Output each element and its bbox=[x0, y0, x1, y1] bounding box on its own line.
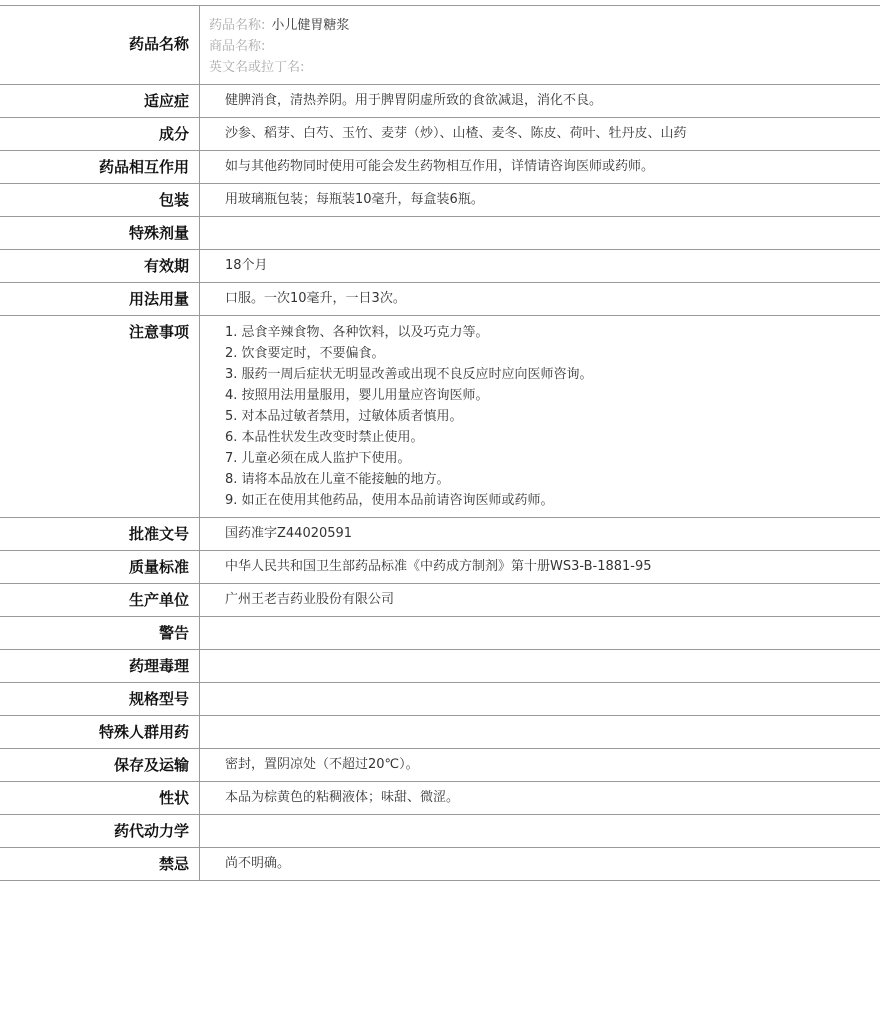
row-interactions bbox=[0, 151, 880, 184]
value-special-dosage bbox=[200, 217, 880, 250]
label-pharmacokinetics: 药代动力学 bbox=[0, 815, 200, 848]
value-drug-name bbox=[200, 6, 880, 85]
trade-name-line bbox=[209, 36, 872, 57]
label-description: 性状 bbox=[0, 782, 200, 815]
row-shelf-life bbox=[0, 250, 880, 283]
row-usage bbox=[0, 283, 880, 316]
precaution-item bbox=[225, 385, 872, 406]
generic-name-label: 药品名称: bbox=[209, 18, 266, 33]
label-warning: 警告 bbox=[0, 617, 200, 650]
value-quality-standard: 中华人民共和国卫生部药品标准《中药成方制剂》第十册WS3-B-1881-95 bbox=[200, 551, 880, 584]
row-specification bbox=[0, 683, 880, 716]
precaution-text: 饮食要定时，不要偏食。 bbox=[241, 346, 385, 361]
label-manufacturer: 生产单位 bbox=[0, 584, 200, 617]
row-contraindications bbox=[0, 848, 880, 881]
precaution-item bbox=[225, 427, 872, 448]
label-precautions: 注意事项 bbox=[0, 316, 200, 518]
trade-name-label: 商品名称: bbox=[209, 39, 266, 54]
value-description: 本品为棕黄色的粘稠液体；味甜、微涩。 bbox=[200, 782, 880, 815]
row-ingredients bbox=[0, 118, 880, 151]
value-ingredients: 沙参、稻芽、白芍、玉竹、麦芽（炒）、山楂、麦冬、陈皮、荷叶、牡丹皮、山药 bbox=[200, 118, 880, 151]
precaution-text: 按照用法用量服用，婴儿用量应咨询医师。 bbox=[241, 388, 489, 403]
value-packaging: 用玻璃瓶包装；每瓶装10毫升，每盒装6瓶。 bbox=[200, 184, 880, 217]
label-contraindications: 禁忌 bbox=[0, 848, 200, 881]
label-indications: 适应症 bbox=[0, 85, 200, 118]
row-pharmacokinetics bbox=[0, 815, 880, 848]
precaution-item bbox=[225, 364, 872, 385]
precaution-text: 服药一周后症状无明显改善或出现不良反应时应向医师咨询。 bbox=[241, 367, 593, 382]
precaution-item bbox=[225, 469, 872, 490]
row-manufacturer bbox=[0, 584, 880, 617]
value-specification bbox=[200, 683, 880, 716]
label-shelf-life: 有效期 bbox=[0, 250, 200, 283]
row-toxicology bbox=[0, 650, 880, 683]
value-interactions: 如与其他药物同时使用可能会发生药物相互作用，详情请咨询医师或药师。 bbox=[200, 151, 880, 184]
label-specification: 规格型号 bbox=[0, 683, 200, 716]
precaution-item bbox=[225, 490, 872, 511]
label-approval-number: 批准文号 bbox=[0, 518, 200, 551]
value-manufacturer: 广州王老吉药业股份有限公司 bbox=[200, 584, 880, 617]
label-special-dosage: 特殊剂量 bbox=[0, 217, 200, 250]
precaution-item bbox=[225, 343, 872, 364]
value-indications: 健脾消食，清热养阴。用于脾胃阴虚所致的食欲减退，消化不良。 bbox=[200, 85, 880, 118]
english-name-line bbox=[209, 57, 872, 78]
row-storage bbox=[0, 749, 880, 782]
precaution-number: 2. bbox=[225, 346, 238, 361]
precaution-text: 儿童必须在成人监护下使用。 bbox=[241, 451, 411, 466]
row-special-population bbox=[0, 716, 880, 749]
row-approval-number bbox=[0, 518, 880, 551]
precaution-text: 本品性状发生改变时禁止使用。 bbox=[241, 430, 424, 445]
row-drug-name bbox=[0, 6, 880, 85]
english-name-label: 英文名或拉丁名: bbox=[209, 60, 305, 75]
row-special-dosage bbox=[0, 217, 880, 250]
label-quality-standard: 质量标准 bbox=[0, 551, 200, 584]
generic-name-line bbox=[209, 15, 872, 36]
precaution-item bbox=[225, 322, 872, 343]
label-packaging: 包装 bbox=[0, 184, 200, 217]
precaution-text: 请将本品放在儿童不能接触的地方。 bbox=[241, 472, 450, 487]
label-ingredients: 成分 bbox=[0, 118, 200, 151]
precaution-number: 9. bbox=[225, 493, 238, 508]
precaution-item bbox=[225, 406, 872, 427]
value-warning bbox=[200, 617, 880, 650]
row-precautions bbox=[0, 316, 880, 518]
row-description bbox=[0, 782, 880, 815]
value-special-population bbox=[200, 716, 880, 749]
row-packaging bbox=[0, 184, 880, 217]
label-interactions: 药品相互作用 bbox=[0, 151, 200, 184]
precaution-text: 如正在使用其他药品，使用本品前请咨询医师或药师。 bbox=[241, 493, 554, 508]
precaution-item bbox=[225, 448, 872, 469]
label-special-population: 特殊人群用药 bbox=[0, 716, 200, 749]
label-usage: 用法用量 bbox=[0, 283, 200, 316]
label-storage: 保存及运输 bbox=[0, 749, 200, 782]
precaution-text: 忌食辛辣食物、各种饮料，以及巧克力等。 bbox=[241, 325, 489, 340]
precautions-list bbox=[225, 322, 872, 511]
value-pharmacokinetics bbox=[200, 815, 880, 848]
label-drug-name: 药品名称 bbox=[0, 6, 200, 85]
precaution-number: 3. bbox=[225, 367, 238, 382]
precaution-number: 7. bbox=[225, 451, 238, 466]
precaution-number: 8. bbox=[225, 472, 238, 487]
value-precautions bbox=[200, 316, 880, 518]
drug-info-table bbox=[0, 5, 880, 881]
drug-info-sheet bbox=[0, 5, 880, 881]
value-toxicology bbox=[200, 650, 880, 683]
precaution-text: 对本品过敏者禁用，过敏体质者慎用。 bbox=[241, 409, 463, 424]
row-indications bbox=[0, 85, 880, 118]
row-warning bbox=[0, 617, 880, 650]
value-shelf-life: 18个月 bbox=[200, 250, 880, 283]
value-contraindications: 尚不明确。 bbox=[200, 848, 880, 881]
label-toxicology: 药理毒理 bbox=[0, 650, 200, 683]
value-usage: 口服。一次10毫升，一日3次。 bbox=[200, 283, 880, 316]
value-storage: 密封，置阴凉处（不超过20℃）。 bbox=[200, 749, 880, 782]
precaution-number: 6. bbox=[225, 430, 238, 445]
precaution-number: 4. bbox=[225, 388, 238, 403]
row-quality-standard bbox=[0, 551, 880, 584]
value-approval-number: 国药准字Z44020591 bbox=[200, 518, 880, 551]
precaution-number: 5. bbox=[225, 409, 238, 424]
generic-name-value: 小儿健胃糖浆 bbox=[271, 18, 350, 33]
precaution-number: 1. bbox=[225, 325, 238, 340]
